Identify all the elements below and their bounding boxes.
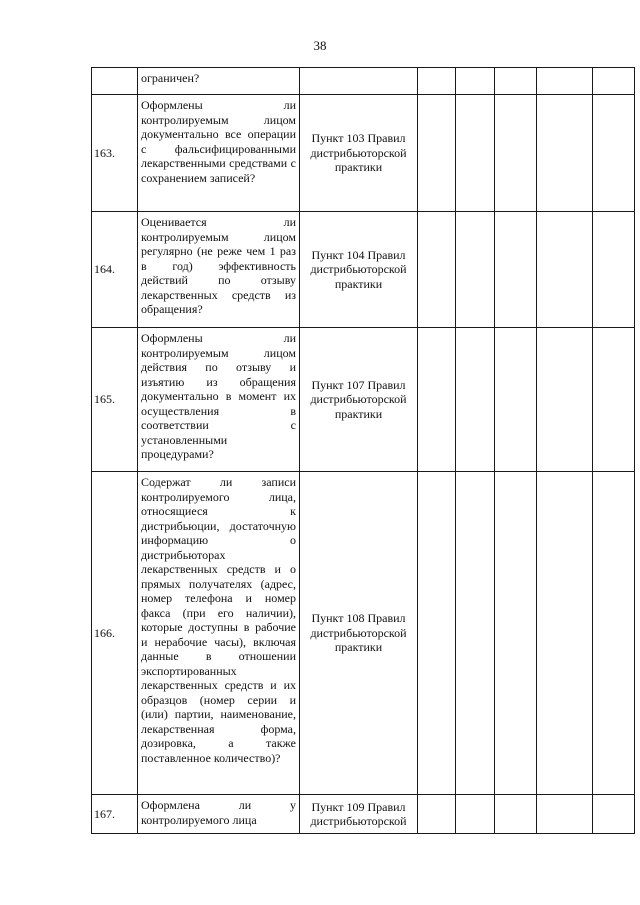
- answer-cell: [495, 328, 537, 472]
- answer-cell: [537, 472, 593, 795]
- question-cell: [138, 95, 300, 212]
- answer-cell: [593, 68, 635, 95]
- question-text: Оформлены ли контролируемым лицом действия по отзыву и изъятию из обращения документально в момент их осуществления в соответствии с установленными процедурами?: [141, 331, 296, 461]
- row-number: 163.: [92, 95, 138, 212]
- row-number: 166.: [92, 472, 138, 795]
- question-cell: [138, 328, 300, 472]
- table-row: [92, 472, 635, 795]
- answer-cell: [418, 68, 456, 95]
- answer-cell: [456, 68, 495, 95]
- row-number: 165.: [92, 328, 138, 472]
- question-text: Содержат ли записи контролируемого лица, относящиеся к дистрибьюции, достаточную информацию о дистрибьюторах лекарственных средств и о прямых получателях (адрес, номер телефона и номер факса (при его наличии), которые доступны в рабочие и нерабочие часы), включая данные в отношении экспортированных лекарственных средств и их образцов (номер серии и (или) партии, наименование, лекарственная форма, дозировка, а также поставленное количество)?: [141, 475, 296, 765]
- answer-cell: [537, 795, 593, 834]
- answer-cell: [593, 95, 635, 212]
- answer-cell: [418, 472, 456, 795]
- answer-cell: [418, 212, 456, 328]
- answer-cell: [593, 795, 635, 834]
- row-number: [92, 68, 138, 95]
- question-text: Оценивается ли контролируемым лицом регулярно (не реже чем 1 раз в год) эффективность действий по отзыву лекарственных средств из обращения?: [141, 215, 296, 316]
- answer-cell: [495, 795, 537, 834]
- answer-cell: [537, 328, 593, 472]
- answer-cell: [537, 68, 593, 95]
- table-row: [92, 795, 635, 834]
- answer-cell: [456, 328, 495, 472]
- reference-cell: Пункт 109 Правил дистрибьюторской: [300, 795, 418, 834]
- question-text: Оформлены ли контролируемым лицом документально все операции с фальсифицированными лекарственными средствами с сохранением записей?: [141, 98, 296, 185]
- question-cell: [138, 68, 300, 95]
- table-row: [92, 212, 635, 328]
- answer-cell: [495, 472, 537, 795]
- answer-cell: [456, 95, 495, 212]
- reference-cell: [300, 68, 418, 95]
- answer-cell: [418, 95, 456, 212]
- table-row: [92, 95, 635, 212]
- answer-cell: [593, 212, 635, 328]
- question-text: Оформлена ли у контролируемого лица: [141, 798, 296, 827]
- answer-cell: [593, 328, 635, 472]
- question-cell: [138, 212, 300, 328]
- row-number: 164.: [92, 212, 138, 328]
- checklist-table: [91, 67, 635, 834]
- answer-cell: [495, 212, 537, 328]
- row-number: 167.: [92, 795, 138, 834]
- answer-cell: [537, 95, 593, 212]
- answer-cell: [456, 472, 495, 795]
- answer-cell: [537, 212, 593, 328]
- question-cell: [138, 472, 300, 795]
- answer-cell: [418, 795, 456, 834]
- answer-cell: [495, 68, 537, 95]
- reference-cell: Пункт 104 Правил дистрибьюторской практики: [300, 212, 418, 328]
- answer-cell: [593, 472, 635, 795]
- reference-cell: Пункт 103 Правил дистрибьюторской практики: [300, 95, 418, 212]
- page-number: 38: [313, 38, 327, 53]
- answer-cell: [495, 95, 537, 212]
- question-text: ограничен?: [141, 71, 200, 85]
- answer-cell: [418, 328, 456, 472]
- table-row: [92, 68, 635, 95]
- answer-cell: [456, 212, 495, 328]
- answer-cell: [456, 795, 495, 834]
- reference-cell: Пункт 107 Правил дистрибьюторской практики: [300, 328, 418, 472]
- reference-cell: Пункт 108 Правил дистрибьюторской практики: [300, 472, 418, 795]
- question-cell: [138, 795, 300, 834]
- table-row: [92, 328, 635, 472]
